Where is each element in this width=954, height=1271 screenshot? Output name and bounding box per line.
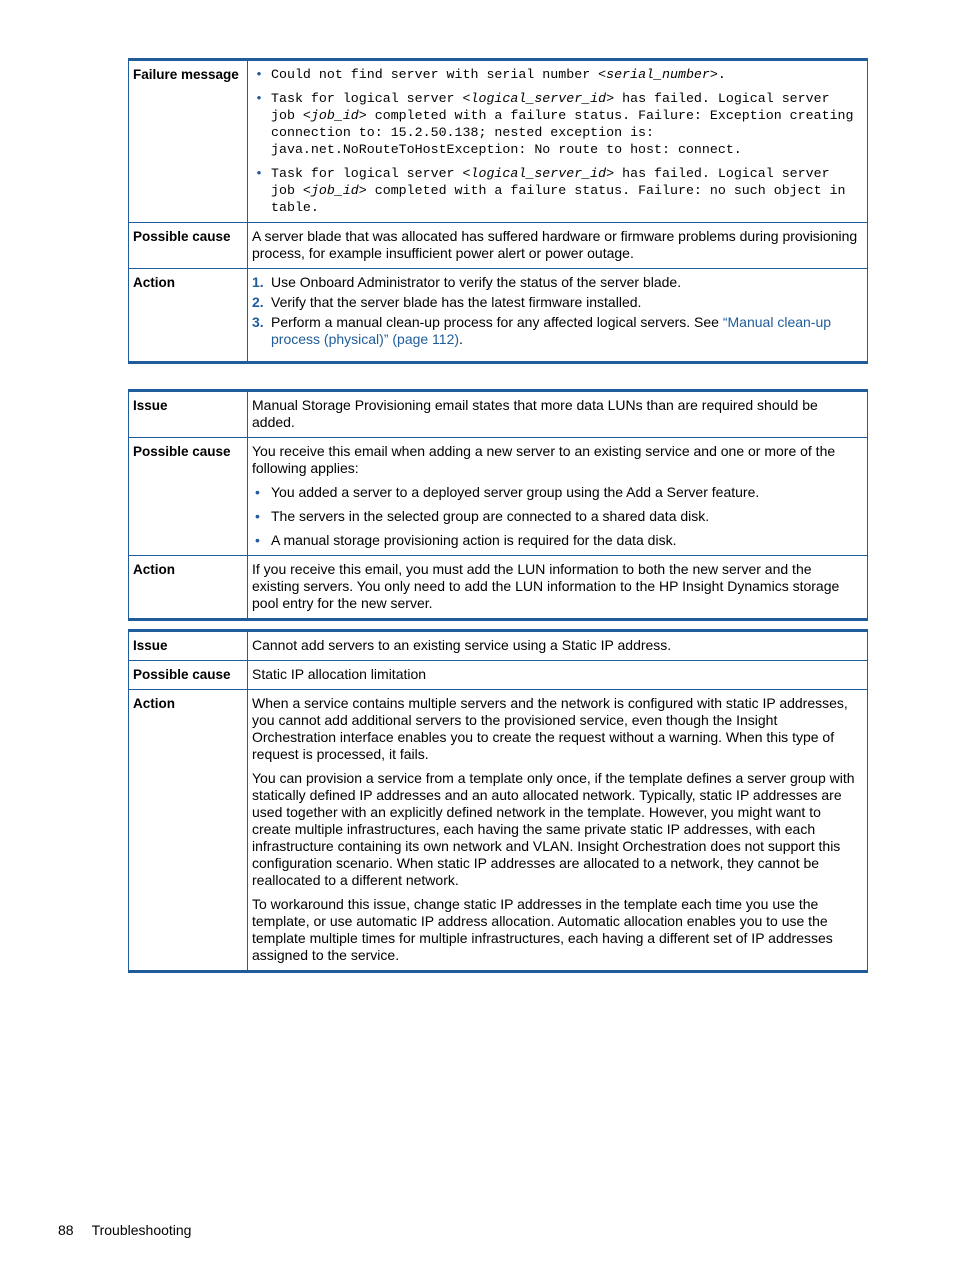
table-row — [129, 223, 868, 269]
table-row — [129, 556, 868, 620]
email-issue-table — [128, 389, 868, 621]
row-label: Possible cause — [129, 438, 248, 556]
list-item: 2. Verify that the server blade has the latest firmware installed. — [252, 294, 642, 310]
list-item: • The servers in the selected group are connected to a shared data disk. — [255, 508, 710, 524]
failure-list — [252, 66, 861, 216]
row-label: Issue — [129, 391, 248, 438]
cause-list — [252, 484, 861, 549]
table-row — [129, 690, 868, 972]
table-row — [129, 661, 868, 690]
table-row — [129, 269, 868, 363]
static-ip-table — [128, 629, 868, 973]
action-paragraph: You can provision a service from a template only once, if the template defines a server group with statically defined IP addresses and an auto allocated network. Typically, static IP addresses are used together with an explicitly defined network in the template. However, you might want to create multiple infrastructures, each having the same private static IP addresses, with each infrastructure containing its own network and VLAN. Insight Orchestration does not support this configuration scenario. When static IP addresses are allocated to a network, they cannot be reallocated to a different network. — [252, 770, 855, 888]
page-number: 88 — [58, 1222, 74, 1238]
page-link[interactable]: “Manual clean-up process (physical)” (page 112) — [271, 314, 832, 347]
table-row — [129, 391, 868, 438]
table-row — [129, 60, 868, 223]
row-label: Issue — [129, 631, 248, 661]
action-paragraph: To workaround this issue, change static IP addresses in the template each time you use the template, or use automatic IP address allocation. Automatic allocation enables you to use the template multiple times for multiple infrastructures, each having a different set of IP addresses assigned to the service. — [252, 896, 833, 963]
row-label: Possible cause — [129, 661, 248, 690]
table-row — [129, 438, 868, 556]
list-item: 1. Use Onboard Administrator to verify the status of the server blade. — [252, 274, 682, 290]
failure-table — [128, 58, 868, 364]
row-label: Action — [129, 269, 248, 363]
table-row — [129, 631, 868, 661]
section-title: Troubleshooting — [91, 1222, 192, 1238]
bullet-icon: • — [255, 166, 263, 181]
list-item: • You added a server to a deployed server group using the Add a Server feature. — [255, 484, 760, 500]
issue-text: Cannot add servers to an existing service using a Static IP address. — [248, 631, 868, 661]
bullet-icon: • — [255, 532, 260, 548]
row-label: Possible cause — [129, 223, 248, 269]
list-item: • Could not find server with serial number <serial_number>. — [255, 67, 726, 82]
row-label: Action — [129, 690, 248, 972]
cause-text: Static IP allocation limitation — [248, 661, 868, 690]
list-item: • Task for logical server <logical_server_id> has failed. Logical server job <job_id> completed with a failure status. Failure: no such object in table. — [255, 166, 846, 215]
issue-text: Manual Storage Provisioning email states that more data LUNs than are required should be added. — [248, 391, 868, 438]
page-footer — [58, 1222, 209, 1238]
cause-intro: You receive this email when adding a new server to an existing service and one or more of the following applies: — [252, 443, 836, 476]
row-label: Failure message — [129, 60, 248, 223]
row-label: Action — [129, 556, 248, 620]
list-item: 3. Perform a manual clean-up process for any affected logical servers. See “Manual clean-up process (physical)” (page 112). — [252, 314, 832, 347]
bullet-icon: • — [255, 67, 263, 82]
action-steps — [252, 274, 861, 348]
cause-text: A server blade that was allocated has suffered hardware or firmware problems during provisioning process, for example insufficient power alert or power outage. — [248, 223, 868, 269]
action-paragraph: When a service contains multiple servers and the network is configured with static IP addresses, you cannot add additional servers to the provisioned service, even though the Insight Orchestration interface enables you to create the request without a warning. When this type of request is processed, it fails. — [252, 695, 848, 762]
bullet-icon: • — [255, 508, 260, 524]
action-text: If you receive this email, you must add the LUN information to both the new server and the existing servers. You only need to add the LUN information to the HP Insight Dynamics storage pool entry for the new server. — [248, 556, 868, 620]
bullet-icon: • — [255, 484, 260, 500]
list-item: • Task for logical server <logical_server_id> has failed. Logical server job <job_id> completed with a failure status. Failure: Exception creating connection to: 15.2.50.138; nested exception is: java.net.NoRouteToHostException: No route to host: connect. — [255, 91, 854, 157]
list-item: • A manual storage provisioning action is required for the data disk. — [255, 532, 677, 548]
bullet-icon: • — [255, 91, 263, 106]
